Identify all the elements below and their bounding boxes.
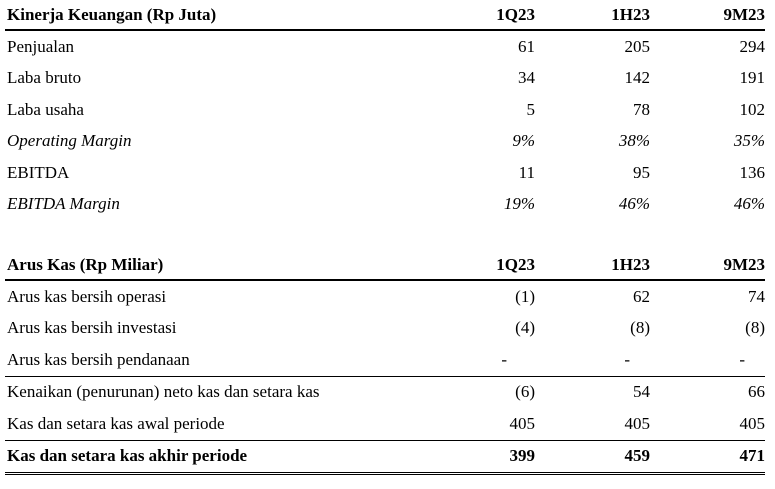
cell-value: 95	[633, 162, 650, 182]
row-label: Arus kas bersih investasi	[7, 318, 177, 338]
cell-value: 54	[535, 376, 650, 408]
row-label: Operating Margin	[7, 131, 132, 151]
row-label: Arus kas bersih operasi	[7, 286, 167, 306]
cell-value: (8)	[630, 318, 650, 338]
cell-value: 294	[739, 36, 765, 56]
cell-value: -	[739, 349, 745, 369]
table-title: Kinerja Keuangan (Rp Juta)	[5, 1, 425, 30]
cell-value: 38%	[618, 131, 650, 151]
column-header: 1Q23	[425, 1, 535, 30]
cell-value: (1)	[515, 286, 535, 306]
table-title: Arus Kas (Rp Miliar)	[5, 251, 425, 280]
row-label: Arus kas bersih pendanaan	[7, 349, 190, 369]
cell-value: 35%	[733, 131, 765, 151]
cash-flow-table	[5, 251, 765, 475]
column-header: 1H23	[535, 251, 650, 280]
cell-value: 34	[518, 68, 535, 88]
cell-value: 471	[650, 440, 765, 474]
cell-value: (6)	[425, 376, 535, 408]
cell-value: 9%	[512, 131, 535, 151]
cell-value: 136	[739, 162, 765, 182]
cell-value: (8)	[745, 318, 765, 338]
table-header-row	[5, 251, 765, 280]
row-label: Laba bruto	[7, 68, 82, 88]
row-label: Kenaikan (penurunan) neto kas dan setara kas	[5, 376, 425, 408]
cell-value: -	[624, 349, 630, 369]
cell-value: 62	[633, 286, 650, 306]
table-row	[5, 376, 765, 408]
cell-value: 459	[535, 440, 650, 474]
table-row	[5, 313, 765, 345]
cell-value: 5	[526, 99, 535, 119]
cell-value: 46%	[733, 194, 765, 214]
row-label: Kas dan setara kas akhir periode	[5, 440, 425, 474]
cell-value: (4)	[515, 318, 535, 338]
cell-value: 61	[518, 36, 535, 56]
table-row	[5, 126, 765, 158]
column-header: 9M23	[650, 251, 765, 280]
cell-value: 142	[624, 68, 650, 88]
cell-value: 399	[425, 440, 535, 474]
cell-value: 66	[650, 376, 765, 408]
column-header: 9M23	[650, 1, 765, 30]
cell-value: 205	[624, 36, 650, 56]
row-label: Laba usaha	[7, 99, 84, 119]
cell-value: 102	[739, 99, 765, 119]
table-row	[5, 30, 765, 63]
cell-value: 78	[633, 99, 650, 119]
table-row	[5, 344, 765, 376]
row-label: Penjualan	[7, 36, 75, 56]
cell-value: 19%	[503, 194, 535, 214]
table-header-row	[5, 1, 765, 30]
table-total-row	[5, 440, 765, 474]
table-row	[5, 63, 765, 95]
row-label: EBITDA Margin	[7, 194, 120, 214]
cell-value: 74	[748, 286, 765, 306]
table-row	[5, 94, 765, 126]
table-row	[5, 157, 765, 189]
column-header: 1Q23	[425, 251, 535, 280]
table-row	[5, 280, 765, 313]
cell-value: 46%	[618, 194, 650, 214]
cell-value: 11	[518, 162, 535, 182]
cell-value: -	[501, 349, 507, 369]
column-header: 1H23	[535, 1, 650, 30]
table-row	[5, 189, 765, 221]
row-label: Kas dan setara kas awal periode	[7, 413, 225, 433]
table-row	[5, 408, 765, 440]
cell-value: 405	[624, 413, 650, 433]
financial-performance-table	[5, 1, 765, 220]
cell-value: 191	[739, 68, 765, 88]
cell-value: 405	[509, 413, 535, 433]
cell-value: 405	[739, 413, 765, 433]
row-label: EBITDA	[7, 162, 70, 182]
